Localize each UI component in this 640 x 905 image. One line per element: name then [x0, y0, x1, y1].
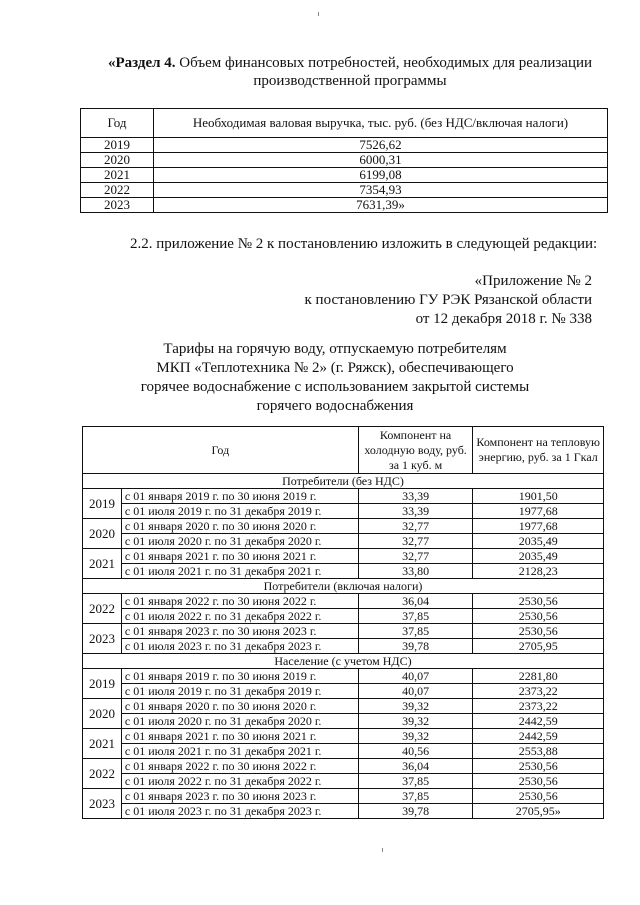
tariff-group-label: Население (с учетом НДС)	[83, 654, 604, 669]
tariff-period-cell: с 01 января 2020 г. по 30 июня 2020 г.	[121, 699, 358, 714]
tariff-cold-cell: 40,56	[358, 744, 473, 759]
tariff-cold-cell: 39,32	[358, 699, 473, 714]
tariff-cold-cell: 33,80	[358, 564, 473, 579]
table-row	[83, 609, 604, 624]
table-row	[83, 489, 604, 504]
tariff-period-cell: с 01 июля 2022 г. по 31 декабря 2022 г.	[121, 774, 358, 789]
tariff-cold-cell: 39,78	[358, 639, 473, 654]
tariff-heat-cell: 1977,68	[473, 519, 604, 534]
tariff-year-cell: 2023	[83, 624, 122, 654]
tariff-cold-cell: 33,39	[358, 489, 473, 504]
appendix-line: «Приложение № 2	[474, 273, 592, 289]
revenue-header-value: Необходимая валовая выручка, тыс. руб. (без НДС/включая налоги)	[154, 109, 608, 138]
revenue-table	[80, 108, 608, 213]
table-row	[83, 534, 604, 549]
table-row	[83, 774, 604, 789]
tariff-heat-cell: 2373,22	[473, 684, 604, 699]
table-row	[83, 549, 604, 564]
tariff-heat-cell: 2530,56	[473, 789, 604, 804]
tariff-cold-cell: 32,77	[358, 549, 473, 564]
section-title-text: Объем финансовых потребностей, необходимых для реализации	[175, 55, 593, 71]
table-row	[83, 519, 604, 534]
revenue-value-cell: 6000,31	[154, 153, 608, 168]
table-row	[81, 153, 608, 168]
table-row	[83, 594, 604, 609]
revenue-year-cell: 2019	[81, 138, 154, 153]
appendix-line: от 12 декабря 2018 г. № 338	[415, 311, 592, 327]
tariff-year-cell: 2023	[83, 789, 122, 819]
tariff-group-label: Потребители (включая налоги)	[83, 579, 604, 594]
table-row	[83, 744, 604, 759]
tariff-heat-cell: 2373,22	[473, 699, 604, 714]
tariff-title-line: горячее водоснабжение с использованием закрытой системы	[140, 379, 530, 395]
tariff-heat-cell: 2530,56	[473, 774, 604, 789]
tariff-heat-cell: 2035,49	[473, 549, 604, 564]
tariff-heat-cell: 2035,49	[473, 534, 604, 549]
tariff-period-cell: с 01 июля 2020 г. по 31 декабря 2020 г.	[121, 534, 358, 549]
tariff-cold-cell: 37,85	[358, 774, 473, 789]
appendix-line: к постановлению ГУ РЭК Рязанской области	[304, 292, 592, 308]
tariff-period-cell: с 01 января 2020 г. по 30 июня 2020 г.	[121, 519, 358, 534]
tariff-period-cell: с 01 июля 2021 г. по 31 декабря 2021 г.	[121, 564, 358, 579]
tariff-heat-cell: 2530,56	[473, 609, 604, 624]
tariff-heat-cell: 2553,88	[473, 744, 604, 759]
section-title-bold: «Раздел 4.	[107, 55, 176, 71]
tariff-year-cell: 2021	[83, 549, 122, 579]
tariff-heat-cell: 2705,95»	[473, 804, 604, 819]
table-row	[81, 168, 608, 183]
section-title-line2: производственной программы	[253, 73, 447, 89]
tariff-title-line: Тарифы на горячую воду, отпускаемую потребителям	[163, 341, 507, 357]
tariff-header-year: Год	[83, 427, 359, 474]
table-row	[81, 183, 608, 198]
tariff-heat-cell: 2530,56	[473, 759, 604, 774]
tariff-table	[82, 426, 604, 819]
table-row	[83, 759, 604, 774]
tariff-heat-cell: 2705,95	[473, 639, 604, 654]
tariff-cold-cell: 39,32	[358, 729, 473, 744]
tariff-year-cell: 2022	[83, 594, 122, 624]
tariff-heat-cell: 2530,56	[473, 624, 604, 639]
tariff-heat-cell: 2442,59	[473, 729, 604, 744]
table-row	[83, 504, 604, 519]
tariff-heat-cell: 2530,56	[473, 594, 604, 609]
tariff-period-cell: с 01 июля 2020 г. по 31 декабря 2020 г.	[121, 714, 358, 729]
tariff-cold-cell: 40,07	[358, 669, 473, 684]
tariff-period-cell: с 01 января 2022 г. по 30 июня 2022 г.	[121, 759, 358, 774]
tariff-group-label: Потребители (без НДС)	[83, 474, 604, 489]
revenue-year-cell: 2020	[81, 153, 154, 168]
tariff-heat-cell: 1977,68	[473, 504, 604, 519]
tariff-period-cell: с 01 июля 2023 г. по 31 декабря 2023 г.	[121, 639, 358, 654]
tariff-heat-cell: 2442,59	[473, 714, 604, 729]
revenue-value-cell: 7354,93	[154, 183, 608, 198]
tariff-title-line: МКП «Теплотехника № 2» (г. Ряжск), обеспечивающего	[156, 360, 514, 376]
table-row	[81, 138, 608, 153]
tariff-period-cell: с 01 января 2019 г. по 30 июня 2019 г.	[121, 669, 358, 684]
tariff-cold-cell: 37,85	[358, 609, 473, 624]
tariff-cold-cell: 40,07	[358, 684, 473, 699]
tariff-group-row	[83, 474, 604, 489]
table-row	[81, 198, 608, 213]
tariff-title	[120, 340, 550, 416]
table-row	[83, 669, 604, 684]
table-row	[83, 699, 604, 714]
tariff-year-cell: 2020	[83, 519, 122, 549]
tariff-period-cell: с 01 июля 2021 г. по 31 декабря 2021 г.	[121, 744, 358, 759]
table-row	[83, 714, 604, 729]
tariff-period-cell: с 01 января 2021 г. по 30 июня 2021 г.	[121, 729, 358, 744]
revenue-value-cell: 7631,39»	[154, 198, 608, 213]
table-row	[83, 804, 604, 819]
scan-mark	[318, 12, 319, 16]
revenue-header-year: Год	[81, 109, 154, 138]
tariff-period-cell: с 01 июля 2023 г. по 31 декабря 2023 г.	[121, 804, 358, 819]
tariff-year-cell: 2019	[83, 489, 122, 519]
table-row	[83, 564, 604, 579]
tariff-year-cell: 2022	[83, 759, 122, 789]
scan-mark	[382, 848, 383, 852]
revenue-year-cell: 2022	[81, 183, 154, 198]
tariff-year-cell: 2021	[83, 729, 122, 759]
tariff-cold-cell: 37,85	[358, 624, 473, 639]
tariff-heat-cell: 2128,23	[473, 564, 604, 579]
tariff-cold-cell: 36,04	[358, 594, 473, 609]
tariff-header-heat: Компонент на тепловую энергию, руб. за 1 Гкал	[473, 427, 604, 474]
tariff-cold-cell: 32,77	[358, 519, 473, 534]
tariff-period-cell: с 01 января 2021 г. по 30 июня 2021 г.	[121, 549, 358, 564]
tariff-period-cell: с 01 января 2022 г. по 30 июня 2022 г.	[121, 594, 358, 609]
tariff-period-cell: с 01 июля 2019 г. по 31 декабря 2019 г.	[121, 684, 358, 699]
revenue-value-cell: 6199,08	[154, 168, 608, 183]
tariff-heat-cell: 2281,80	[473, 669, 604, 684]
tariff-group-row	[83, 579, 604, 594]
tariff-year-cell: 2020	[83, 699, 122, 729]
tariff-cold-cell: 37,85	[358, 789, 473, 804]
tariff-period-cell: с 01 июля 2019 г. по 31 декабря 2019 г.	[121, 504, 358, 519]
tariff-heat-cell: 1901,50	[473, 489, 604, 504]
table-row	[83, 639, 604, 654]
revenue-year-cell: 2023	[81, 198, 154, 213]
table-row	[83, 729, 604, 744]
tariff-title-line: горячего водоснабжения	[256, 398, 414, 414]
table-row	[83, 789, 604, 804]
tariff-group-row	[83, 654, 604, 669]
tariff-period-cell: с 01 января 2023 г. по 30 июня 2023 г.	[121, 624, 358, 639]
revenue-table-header	[81, 109, 608, 138]
tariff-year-cell: 2019	[83, 669, 122, 699]
table-row	[83, 684, 604, 699]
tariff-cold-cell: 39,78	[358, 804, 473, 819]
tariff-cold-cell: 33,39	[358, 504, 473, 519]
tariff-cold-cell: 39,32	[358, 714, 473, 729]
appendix-reference	[305, 272, 592, 329]
tariff-cold-cell: 32,77	[358, 534, 473, 549]
tariff-cold-cell: 36,04	[358, 759, 473, 774]
tariff-header-cold: Компонент на холодную воду, руб. за 1 куб. м	[358, 427, 473, 474]
revenue-year-cell: 2021	[81, 168, 154, 183]
revenue-value-cell: 7526,62	[154, 138, 608, 153]
tariff-period-cell: с 01 июля 2022 г. по 31 декабря 2022 г.	[121, 609, 358, 624]
table-row	[83, 624, 604, 639]
section-title	[60, 54, 640, 90]
tariff-table-header	[83, 427, 604, 474]
tariff-period-cell: с 01 января 2019 г. по 30 июня 2019 г.	[121, 489, 358, 504]
tariff-period-cell: с 01 января 2023 г. по 30 июня 2023 г.	[121, 789, 358, 804]
amendment-text: 2.2. приложение № 2 к постановлению изложить в следующей редакции:	[130, 236, 598, 252]
